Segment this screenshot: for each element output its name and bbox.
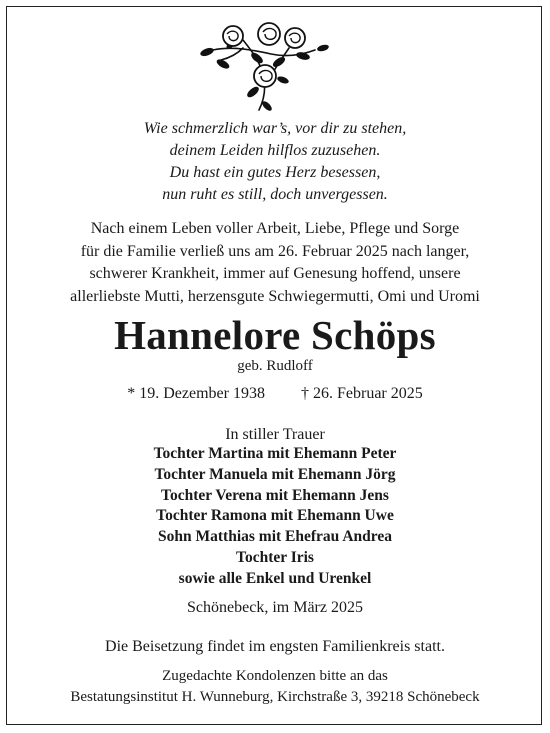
condolence-note — [0, 666, 550, 708]
condolence-line: Zugedachte Kondolenzen bitte an das — [162, 668, 388, 684]
deceased-name: Hannelore Schöps — [114, 312, 436, 358]
mourner-line: sowie alle Enkel und Urenkel — [178, 569, 372, 587]
intro-line: Nach einem Leben voller Arbeit, Liebe, Pflege und Sorge — [90, 220, 460, 237]
place-and-date: Schönebeck, im März 2025 — [187, 599, 363, 616]
birth-name: geb. Rudloff — [237, 358, 313, 374]
poem-line: Wie schmerzlich war’s, vor dir zu stehen, — [143, 120, 407, 137]
mourner-line: Sohn Matthias mit Ehefrau Andrea — [158, 528, 392, 546]
life-dates — [0, 382, 550, 406]
intro-line: für die Familie verließ uns am 26. Februar 2025 nach langer, — [80, 242, 470, 260]
mourner-line: Tochter Martina mit Ehemann Peter — [153, 445, 397, 462]
mourner-line: Tochter Verena mit Ehemann Jens — [161, 486, 389, 504]
roses-icon — [193, 20, 333, 114]
intro-line: schwerer Krankheit, immer auf Genesung hoffend, unsere — [89, 265, 461, 282]
mourner-line: Tochter Iris — [236, 548, 314, 566]
mourning-heading: In stiller Trauer — [225, 426, 325, 443]
condolence-line: Bestatungsinstitut H. Wunneburg, Kirchstraße 3, 39218 Schönebeck — [70, 689, 480, 705]
intro-text — [0, 218, 550, 308]
death-date: † 26. Februar 2025 — [300, 385, 423, 402]
poem-line: deinem Leiden hilflos zuzusehen. — [169, 142, 381, 159]
mourner-line: Tochter Manuela mit Ehemann Jörg — [154, 465, 396, 483]
intro-line: allerliebste Mutti, herzensgute Schwiegermutti, Omi und Uromi — [70, 287, 480, 305]
poem — [0, 118, 550, 206]
mourner-line: Tochter Ramona mit Ehemann Uwe — [156, 507, 394, 525]
birth-date: * 19. Dezember 1938 — [127, 385, 265, 402]
poem-line: Du hast ein gutes Herz besessen, — [169, 164, 381, 181]
funeral-note: Die Beisetzung findet im engsten Familienkreis statt. — [105, 638, 445, 655]
poem-line: nun ruht es still, doch unvergessen. — [162, 186, 388, 203]
mourners-list — [0, 444, 550, 590]
